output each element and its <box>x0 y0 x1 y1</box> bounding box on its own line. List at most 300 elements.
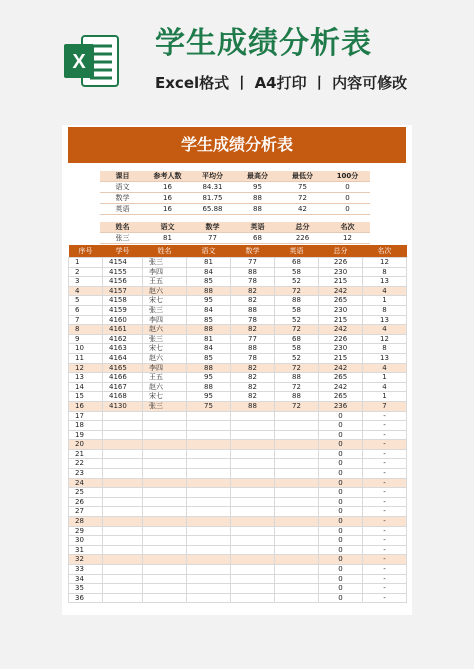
table-cell <box>103 449 143 459</box>
stats-header-cell: 100分 <box>325 171 370 182</box>
table-cell <box>143 536 187 546</box>
table-cell <box>231 536 275 546</box>
table-cell <box>231 593 275 603</box>
table-cell: 25 <box>69 488 103 498</box>
table-cell: 36 <box>69 593 103 603</box>
stats-cell: 84.31 <box>190 182 235 193</box>
table-cell <box>231 469 275 479</box>
column-header: 语文 <box>187 245 231 258</box>
table-cell <box>275 488 319 498</box>
table-cell <box>143 555 187 565</box>
table-cell: - <box>363 536 407 546</box>
table-cell: 33 <box>69 565 103 575</box>
table-cell: 88 <box>187 382 231 392</box>
table-cell: - <box>363 411 407 421</box>
table-cell: 82 <box>231 325 275 335</box>
table-row <box>69 536 407 546</box>
table-cell: 88 <box>231 401 275 411</box>
table-cell: - <box>363 593 407 603</box>
table-cell: 230 <box>319 267 363 277</box>
table-cell: 3 <box>69 277 103 287</box>
table-cell: 11 <box>69 353 103 363</box>
table-cell: 4156 <box>103 277 143 287</box>
table-cell: 78 <box>231 315 275 325</box>
table-cell: 李四 <box>143 267 187 277</box>
stats-cell: 42 <box>280 204 325 215</box>
table-cell <box>275 574 319 584</box>
table-cell <box>103 593 143 603</box>
table-cell <box>103 459 143 469</box>
stats-header-cell: 课目 <box>100 171 145 182</box>
table-cell <box>103 584 143 594</box>
table-cell: 12 <box>363 334 407 344</box>
table-cell <box>187 488 231 498</box>
table-row <box>69 488 407 498</box>
table-cell: 20 <box>69 440 103 450</box>
table-cell: 78 <box>231 353 275 363</box>
table-row <box>69 469 407 479</box>
table-row <box>69 305 407 315</box>
stats-row <box>100 204 370 215</box>
lookup-cell: 68 <box>235 233 280 244</box>
table-cell: 226 <box>319 258 363 268</box>
table-cell <box>187 526 231 536</box>
table-cell <box>231 440 275 450</box>
table-cell <box>231 565 275 575</box>
table-cell <box>103 574 143 584</box>
table-row <box>69 421 407 431</box>
table-cell <box>231 526 275 536</box>
table-cell <box>187 430 231 440</box>
table-row <box>69 430 407 440</box>
table-cell: 88 <box>275 392 319 402</box>
table-cell: 6 <box>69 305 103 315</box>
table-cell: 84 <box>187 267 231 277</box>
table-cell <box>275 507 319 517</box>
table-row <box>69 373 407 383</box>
table-cell: 8 <box>363 267 407 277</box>
table-cell <box>143 430 187 440</box>
table-cell: - <box>363 421 407 431</box>
table-cell: 8 <box>363 344 407 354</box>
stats-header-cell: 最低分 <box>280 171 325 182</box>
stats-cell: 88 <box>235 193 280 204</box>
table-cell: 4 <box>363 382 407 392</box>
stats-header-row <box>100 171 370 182</box>
table-cell: 4162 <box>103 334 143 344</box>
table-cell <box>231 449 275 459</box>
table-cell: 82 <box>231 392 275 402</box>
column-header: 姓名 <box>143 245 187 258</box>
table-row <box>69 593 407 603</box>
table-cell: 82 <box>231 363 275 373</box>
table-cell: 4 <box>363 286 407 296</box>
table-cell: 215 <box>319 277 363 287</box>
table-cell: 26 <box>69 497 103 507</box>
table-cell: 72 <box>275 401 319 411</box>
table-cell <box>187 536 231 546</box>
table-cell: 88 <box>231 305 275 315</box>
table-cell: 52 <box>275 353 319 363</box>
table-cell <box>187 440 231 450</box>
table-cell: 58 <box>275 305 319 315</box>
table-cell: 31 <box>69 545 103 555</box>
table-cell: 4167 <box>103 382 143 392</box>
table-row <box>69 353 407 363</box>
table-cell: 0 <box>319 555 363 565</box>
table-row <box>69 526 407 536</box>
table-row <box>69 392 407 402</box>
table-cell <box>275 593 319 603</box>
table-cell: 宋七 <box>143 296 187 306</box>
stats-cell: 0 <box>325 182 370 193</box>
table-cell: 0 <box>319 565 363 575</box>
table-cell: 88 <box>187 363 231 373</box>
table-cell: 230 <box>319 305 363 315</box>
stats-cell: 65.88 <box>190 204 235 215</box>
table-cell <box>187 421 231 431</box>
table-cell <box>103 497 143 507</box>
table-cell: 李四 <box>143 315 187 325</box>
table-cell <box>143 488 187 498</box>
table-cell: 4155 <box>103 267 143 277</box>
page-subtitle: Excel格式 丨 A4打印 丨 内容可修改 <box>155 74 408 92</box>
table-cell: 35 <box>69 584 103 594</box>
table-cell: 0 <box>319 411 363 421</box>
table-cell: - <box>363 507 407 517</box>
table-row <box>69 401 407 411</box>
table-row <box>69 267 407 277</box>
score-table-header <box>69 245 407 258</box>
table-cell: 75 <box>187 401 231 411</box>
table-cell: 李四 <box>143 363 187 373</box>
table-cell: 4 <box>363 325 407 335</box>
stats-cell: 16 <box>145 193 190 204</box>
lookup-cell: 81 <box>145 233 190 244</box>
table-cell: 30 <box>69 536 103 546</box>
table-cell: 27 <box>69 507 103 517</box>
table-cell: 72 <box>275 325 319 335</box>
table-cell: 0 <box>319 536 363 546</box>
table-cell: 0 <box>319 459 363 469</box>
table-cell: 242 <box>319 286 363 296</box>
table-cell: - <box>363 449 407 459</box>
table-cell: 0 <box>319 526 363 536</box>
table-cell: 0 <box>319 469 363 479</box>
table-cell <box>187 497 231 507</box>
table-cell: - <box>363 497 407 507</box>
stats-cell: 0 <box>325 204 370 215</box>
table-cell <box>103 555 143 565</box>
table-cell: - <box>363 584 407 594</box>
table-cell: 4164 <box>103 353 143 363</box>
table-cell: 242 <box>319 325 363 335</box>
table-cell: 78 <box>231 277 275 287</box>
table-cell <box>275 517 319 527</box>
table-row <box>69 555 407 565</box>
table-cell: 29 <box>69 526 103 536</box>
table-cell: 13 <box>69 373 103 383</box>
table-cell: 13 <box>363 277 407 287</box>
table-cell: 0 <box>319 545 363 555</box>
table-cell: 82 <box>231 382 275 392</box>
table-cell: 85 <box>187 353 231 363</box>
table-cell: 81 <box>187 334 231 344</box>
table-cell <box>231 574 275 584</box>
table-cell: 4154 <box>103 258 143 268</box>
table-cell <box>103 507 143 517</box>
table-cell: 12 <box>69 363 103 373</box>
table-cell: - <box>363 565 407 575</box>
table-cell: 58 <box>275 267 319 277</box>
table-cell: 18 <box>69 421 103 431</box>
table-cell: 17 <box>69 411 103 421</box>
table-cell <box>143 449 187 459</box>
table-cell: 52 <box>275 277 319 287</box>
table-cell: 0 <box>319 574 363 584</box>
table-cell: 1 <box>363 392 407 402</box>
table-cell: 77 <box>231 258 275 268</box>
table-cell <box>143 593 187 603</box>
table-row <box>69 497 407 507</box>
table-cell: 张三 <box>143 258 187 268</box>
table-cell: 23 <box>69 469 103 479</box>
table-cell: 85 <box>187 315 231 325</box>
table-row <box>69 584 407 594</box>
table-cell: 82 <box>231 373 275 383</box>
table-cell: 宋七 <box>143 392 187 402</box>
table-cell: 5 <box>69 296 103 306</box>
table-cell <box>143 565 187 575</box>
table-cell: 88 <box>231 267 275 277</box>
table-row <box>69 296 407 306</box>
table-cell: 82 <box>231 286 275 296</box>
table-cell <box>143 574 187 584</box>
table-cell: 68 <box>275 258 319 268</box>
table-cell: 236 <box>319 401 363 411</box>
table-cell <box>143 497 187 507</box>
page-title: 学生成绩分析表 <box>155 26 372 61</box>
table-cell <box>143 478 187 488</box>
table-row <box>69 545 407 555</box>
table-cell <box>143 421 187 431</box>
sheet-banner: 学生成绩分析表 <box>68 127 406 163</box>
table-cell <box>231 497 275 507</box>
subject-stats-table <box>100 171 370 215</box>
table-cell: - <box>363 430 407 440</box>
table-cell: 88 <box>231 344 275 354</box>
table-cell <box>231 584 275 594</box>
table-cell: 265 <box>319 296 363 306</box>
table-cell: 0 <box>319 421 363 431</box>
table-row <box>69 574 407 584</box>
table-cell: 34 <box>69 574 103 584</box>
table-cell: 8 <box>69 325 103 335</box>
table-cell: 84 <box>187 344 231 354</box>
table-cell: 0 <box>319 430 363 440</box>
table-cell <box>143 459 187 469</box>
table-cell: 1 <box>69 258 103 268</box>
table-cell: 242 <box>319 363 363 373</box>
table-cell: 4168 <box>103 392 143 402</box>
table-cell: - <box>363 545 407 555</box>
table-row <box>69 478 407 488</box>
table-cell: - <box>363 526 407 536</box>
table-cell <box>187 507 231 517</box>
table-cell: 72 <box>275 286 319 296</box>
table-cell <box>143 584 187 594</box>
table-cell: 15 <box>69 392 103 402</box>
table-cell <box>187 574 231 584</box>
table-row <box>69 363 407 373</box>
page-header <box>0 0 474 112</box>
stats-cell: 语文 <box>100 182 145 193</box>
table-cell <box>103 478 143 488</box>
table-cell: 242 <box>319 382 363 392</box>
table-cell <box>103 488 143 498</box>
table-cell: 4166 <box>103 373 143 383</box>
table-cell <box>103 469 143 479</box>
table-cell <box>231 555 275 565</box>
lookup-header-cell: 语文 <box>145 222 190 233</box>
table-cell <box>275 469 319 479</box>
lookup-cell: 张三 <box>100 233 145 244</box>
table-cell <box>143 469 187 479</box>
table-cell: 4163 <box>103 344 143 354</box>
column-header: 数学 <box>231 245 275 258</box>
table-cell: 32 <box>69 555 103 565</box>
table-cell: 0 <box>319 593 363 603</box>
table-cell: 19 <box>69 430 103 440</box>
table-cell: 赵六 <box>143 353 187 363</box>
table-row <box>69 382 407 392</box>
table-cell <box>103 421 143 431</box>
table-cell: - <box>363 440 407 450</box>
table-cell: - <box>363 574 407 584</box>
stats-row <box>100 182 370 193</box>
table-cell <box>275 497 319 507</box>
lookup-row <box>100 233 370 244</box>
table-cell <box>187 565 231 575</box>
table-cell: 张三 <box>143 401 187 411</box>
table-cell: 4165 <box>103 363 143 373</box>
table-cell <box>275 411 319 421</box>
table-cell: 13 <box>363 315 407 325</box>
column-header: 名次 <box>363 245 407 258</box>
table-row <box>69 344 407 354</box>
table-row <box>69 459 407 469</box>
table-cell: 82 <box>231 296 275 306</box>
stats-header-cell: 最高分 <box>235 171 280 182</box>
table-cell <box>187 517 231 527</box>
table-cell: 7 <box>363 401 407 411</box>
table-cell: 4159 <box>103 305 143 315</box>
table-cell: 0 <box>319 488 363 498</box>
table-cell: 王五 <box>143 277 187 287</box>
table-cell: 22 <box>69 459 103 469</box>
stats-cell: 英语 <box>100 204 145 215</box>
table-cell <box>143 526 187 536</box>
table-cell <box>143 517 187 527</box>
table-cell <box>275 545 319 555</box>
table-cell: 赵六 <box>143 325 187 335</box>
table-cell: 230 <box>319 344 363 354</box>
table-cell <box>275 459 319 469</box>
stats-cell: 16 <box>145 204 190 215</box>
table-cell <box>231 411 275 421</box>
table-cell: 0 <box>319 497 363 507</box>
column-header: 序号 <box>69 245 103 258</box>
lookup-cell: 226 <box>280 233 325 244</box>
logo-letter: X <box>72 51 86 73</box>
table-row <box>69 517 407 527</box>
stats-row <box>100 193 370 204</box>
table-cell <box>231 430 275 440</box>
table-cell <box>103 565 143 575</box>
table-cell: 95 <box>187 373 231 383</box>
table-cell: 68 <box>275 334 319 344</box>
table-cell <box>187 584 231 594</box>
column-header: 总分 <box>319 245 363 258</box>
table-row <box>69 277 407 287</box>
lookup-cell: 77 <box>190 233 235 244</box>
table-cell: 4130 <box>103 401 143 411</box>
table-cell: 14 <box>69 382 103 392</box>
table-cell: 215 <box>319 315 363 325</box>
table-row <box>69 325 407 335</box>
table-cell <box>103 430 143 440</box>
table-cell: - <box>363 469 407 479</box>
lookup-cell: 12 <box>325 233 370 244</box>
table-cell: 16 <box>69 401 103 411</box>
table-cell: 77 <box>231 334 275 344</box>
table-cell: - <box>363 488 407 498</box>
stats-header-cell: 参考人数 <box>145 171 190 182</box>
table-row <box>69 440 407 450</box>
table-cell: 88 <box>275 373 319 383</box>
stats-cell: 88 <box>235 204 280 215</box>
table-cell: 72 <box>275 382 319 392</box>
table-cell: 95 <box>187 296 231 306</box>
table-cell <box>275 584 319 594</box>
table-cell <box>143 411 187 421</box>
table-cell: 1 <box>363 296 407 306</box>
stats-header-cell: 平均分 <box>190 171 235 182</box>
table-cell: 2 <box>69 267 103 277</box>
stats-cell: 81.75 <box>190 193 235 204</box>
score-table <box>68 245 407 603</box>
table-cell <box>187 545 231 555</box>
table-cell <box>275 536 319 546</box>
table-cell: 226 <box>319 334 363 344</box>
table-cell: 10 <box>69 344 103 354</box>
table-row <box>69 411 407 421</box>
table-cell <box>187 555 231 565</box>
column-header: 英语 <box>275 245 319 258</box>
lookup-header-cell: 英语 <box>235 222 280 233</box>
table-cell: 58 <box>275 344 319 354</box>
table-row <box>69 565 407 575</box>
table-row <box>69 258 407 268</box>
table-cell: 95 <box>187 392 231 402</box>
table-cell: - <box>363 459 407 469</box>
table-cell <box>187 469 231 479</box>
table-cell <box>187 478 231 488</box>
table-cell: 张三 <box>143 305 187 315</box>
table-cell: 9 <box>69 334 103 344</box>
table-cell <box>231 488 275 498</box>
table-cell: 28 <box>69 517 103 527</box>
